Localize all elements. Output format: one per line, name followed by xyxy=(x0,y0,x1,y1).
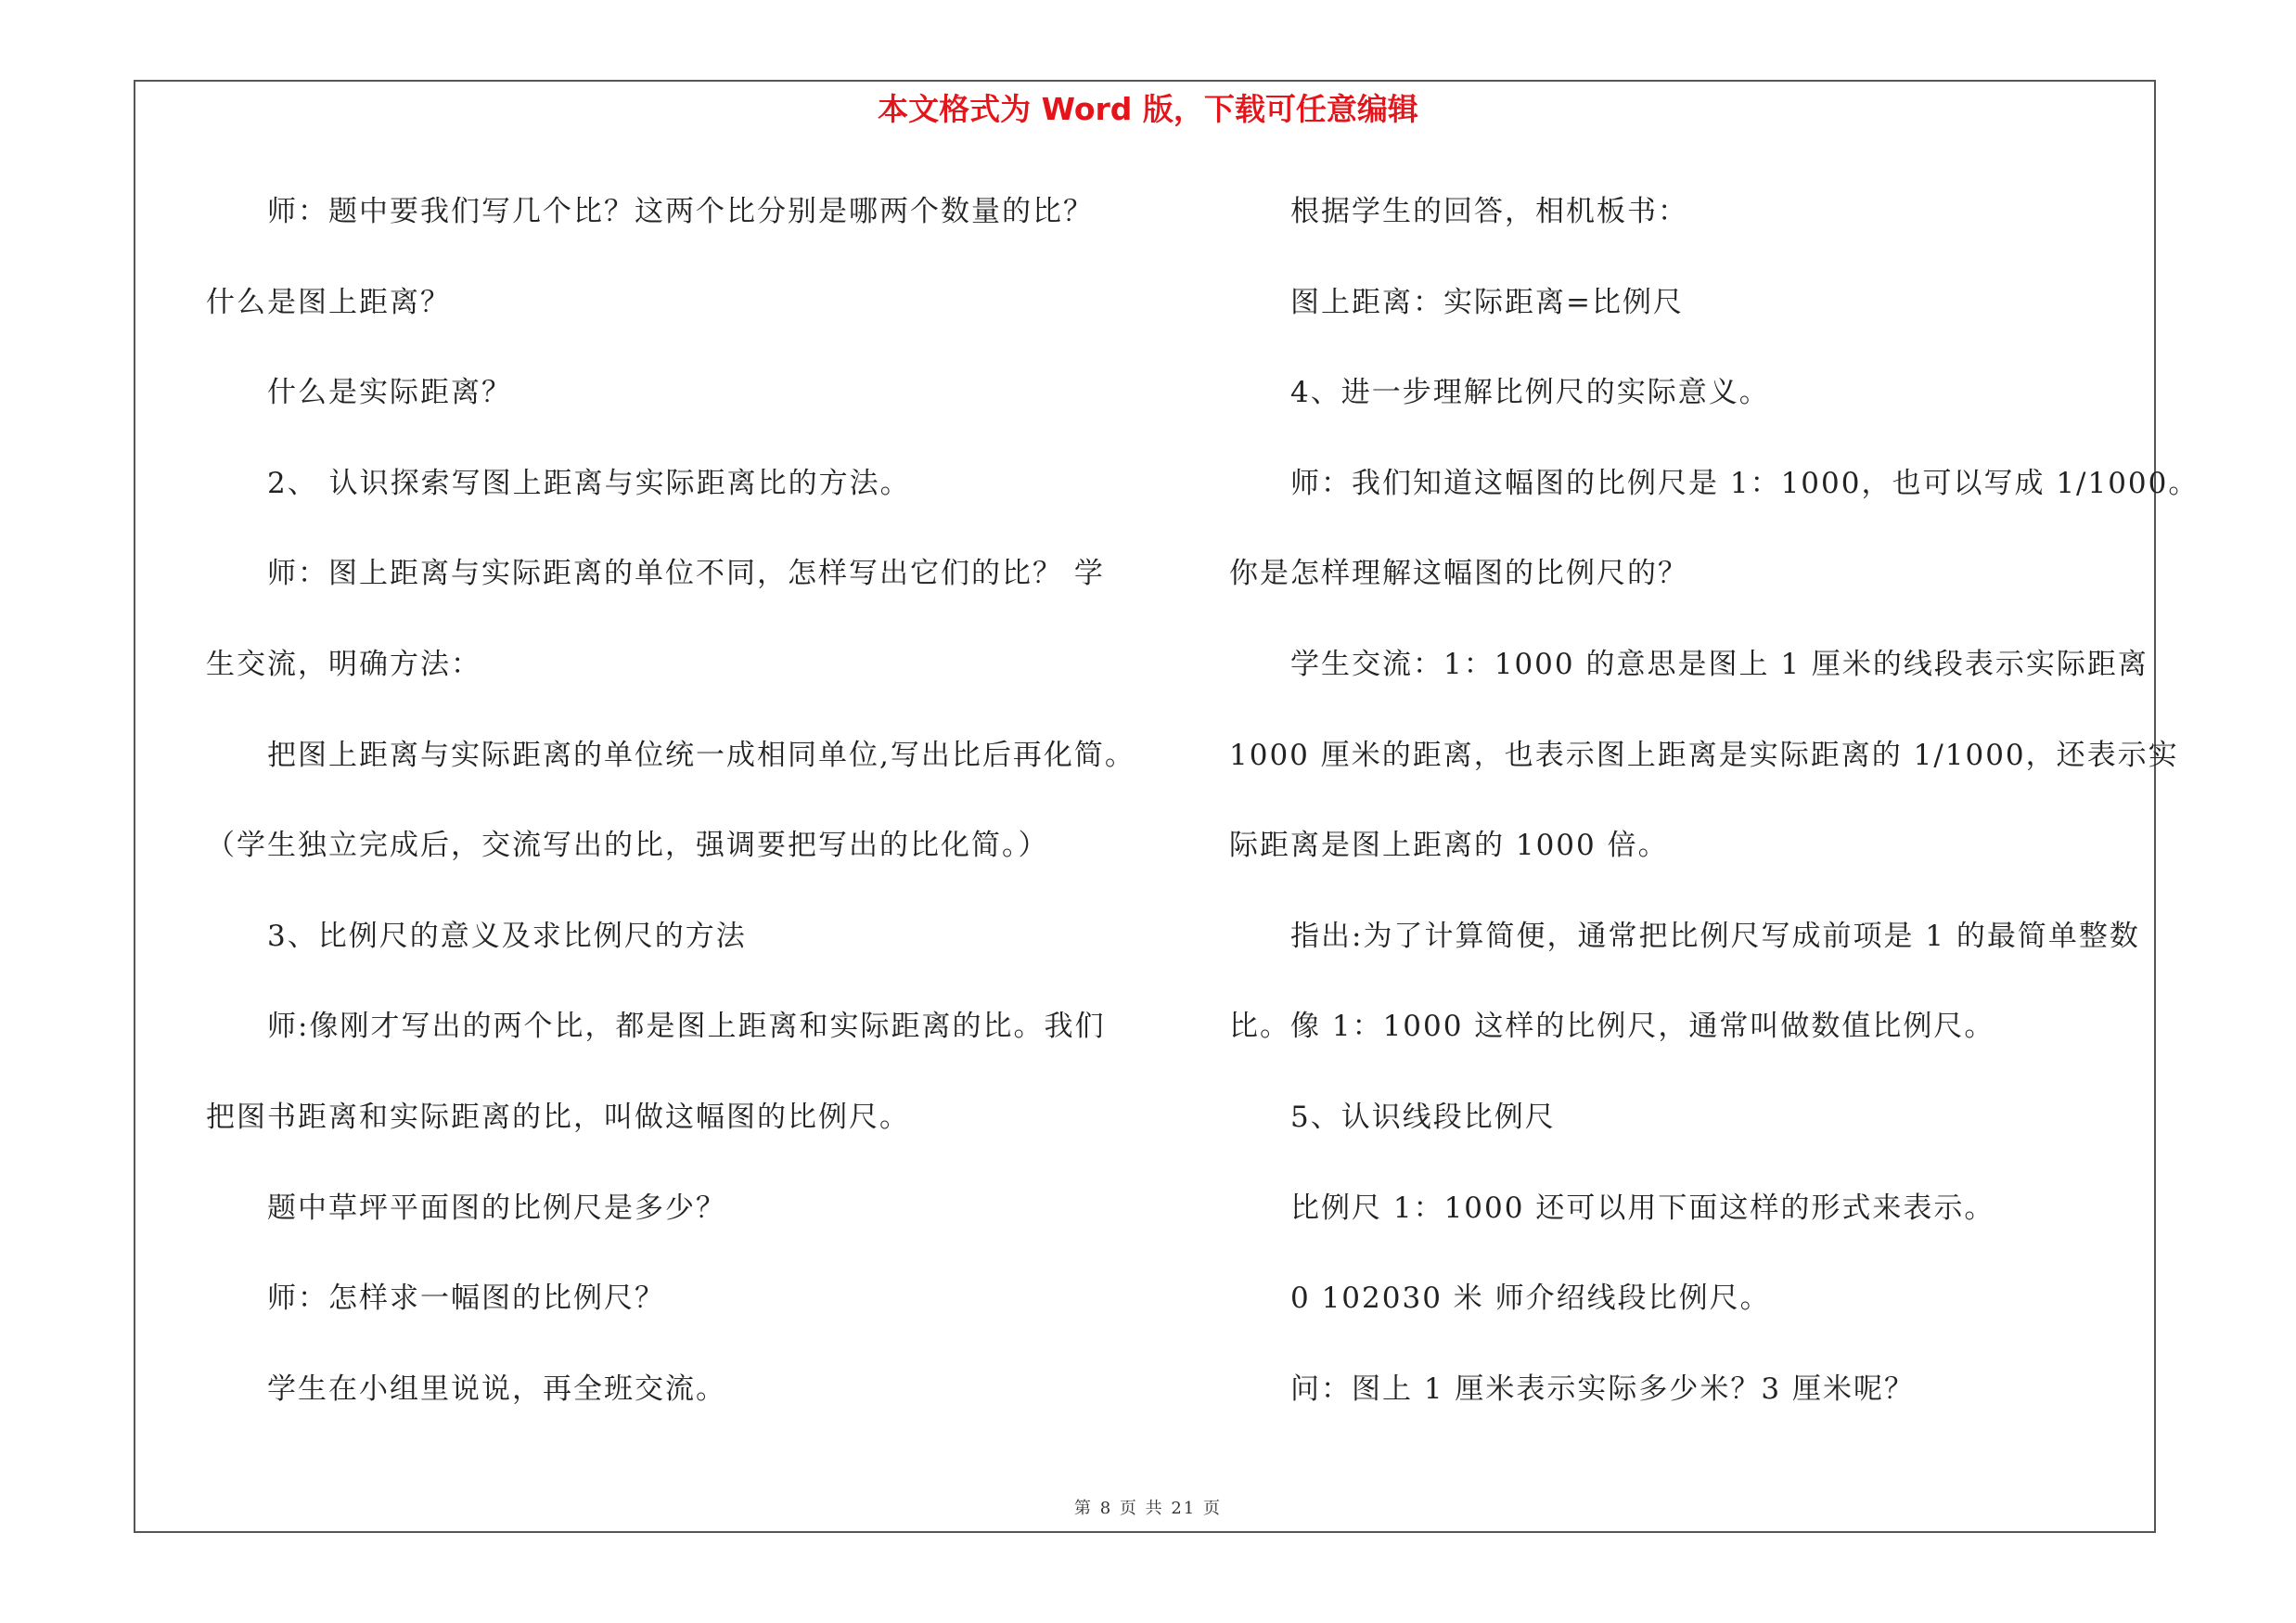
paragraph: 指出:为了计算简便，通常把比例尺写成前项是 1 的最简单整数 xyxy=(1290,919,2140,953)
paragraph: 学生交流：1：1000 的意思是图上 1 厘米的线段表示实际距离 xyxy=(1290,647,2148,681)
paragraph: 生交流，明确方法： xyxy=(206,647,481,681)
paragraph: 际距离是图上距离的 1000 倍。 xyxy=(1229,829,1669,863)
paragraph: 比例尺 1：1000 还可以用下面这样的形式来表示。 xyxy=(1290,1191,1995,1225)
paragraph: 师：怎样求一幅图的比例尺？ xyxy=(267,1282,665,1316)
paragraph: 问：图上 1 厘米表示实际多少米？3 厘米呢？ xyxy=(1290,1372,1916,1406)
paragraph: 师：我们知道这幅图的比例尺是 1：1000，也可以写成 1/1000。 xyxy=(1290,466,2200,500)
left-column xyxy=(206,176,1152,1444)
paragraph: 1000 厘米的距离，也表示图上距离是实际距离的 1/1000，还表示实 xyxy=(1229,738,2179,772)
right-column xyxy=(1229,176,2200,1444)
paragraph: 根据学生的回答，相机板书： xyxy=(1290,195,1688,228)
paragraph: 3、比例尺的意义及求比例尺的方法 xyxy=(267,919,747,953)
paragraph: 0 102030 米 师介绍线段比例尺。 xyxy=(1290,1282,1771,1316)
paragraph: 你是怎样理解这幅图的比例尺的？ xyxy=(1229,557,1688,591)
paragraph: 5、认识线段比例尺 xyxy=(1290,1100,1556,1134)
page-number: 第 8 页 共 21 页 xyxy=(1074,1499,1222,1518)
paragraph: 学生在小组里说说，再全班交流。 xyxy=(267,1372,726,1406)
paragraph: 什么是实际距离？ xyxy=(267,376,512,410)
paragraph: 把图上距离与实际距离的单位统一成相同单位,写出比后再化简。 xyxy=(267,738,1135,772)
paragraph: 4、进一步理解比例尺的实际意义。 xyxy=(1290,376,1770,410)
paragraph: 2、 认识探索写图上距离与实际距离比的方法。 xyxy=(267,466,911,500)
format-banner: 本文格式为 Word 版，下载可任意编辑 xyxy=(878,91,1418,127)
paragraph: 师：题中要我们写几个比？这两个比分别是哪两个数量的比？ xyxy=(267,195,1094,228)
paragraph: 什么是图上距离？ xyxy=(206,285,451,319)
paragraph: 图上距离：实际距离=比例尺 xyxy=(1290,285,1684,319)
paragraph: 比。像 1：1000 这样的比例尺，通常叫做数值比例尺。 xyxy=(1229,1010,1995,1044)
paragraph: 题中草坪平面图的比例尺是多少？ xyxy=(267,1191,726,1225)
paragraph: 师：图上距离与实际距离的单位不同，怎样写出它们的比？ 学 xyxy=(267,557,1105,591)
paragraph: 把图书距离和实际距离的比，叫做这幅图的比例尺。 xyxy=(206,1100,910,1134)
paragraph: （学生独立完成后，交流写出的比，强调要把写出的比化简。） xyxy=(206,829,1049,863)
paragraph: 师:像刚才写出的两个比，都是图上距离和实际距离的比。我们 xyxy=(267,1010,1106,1044)
